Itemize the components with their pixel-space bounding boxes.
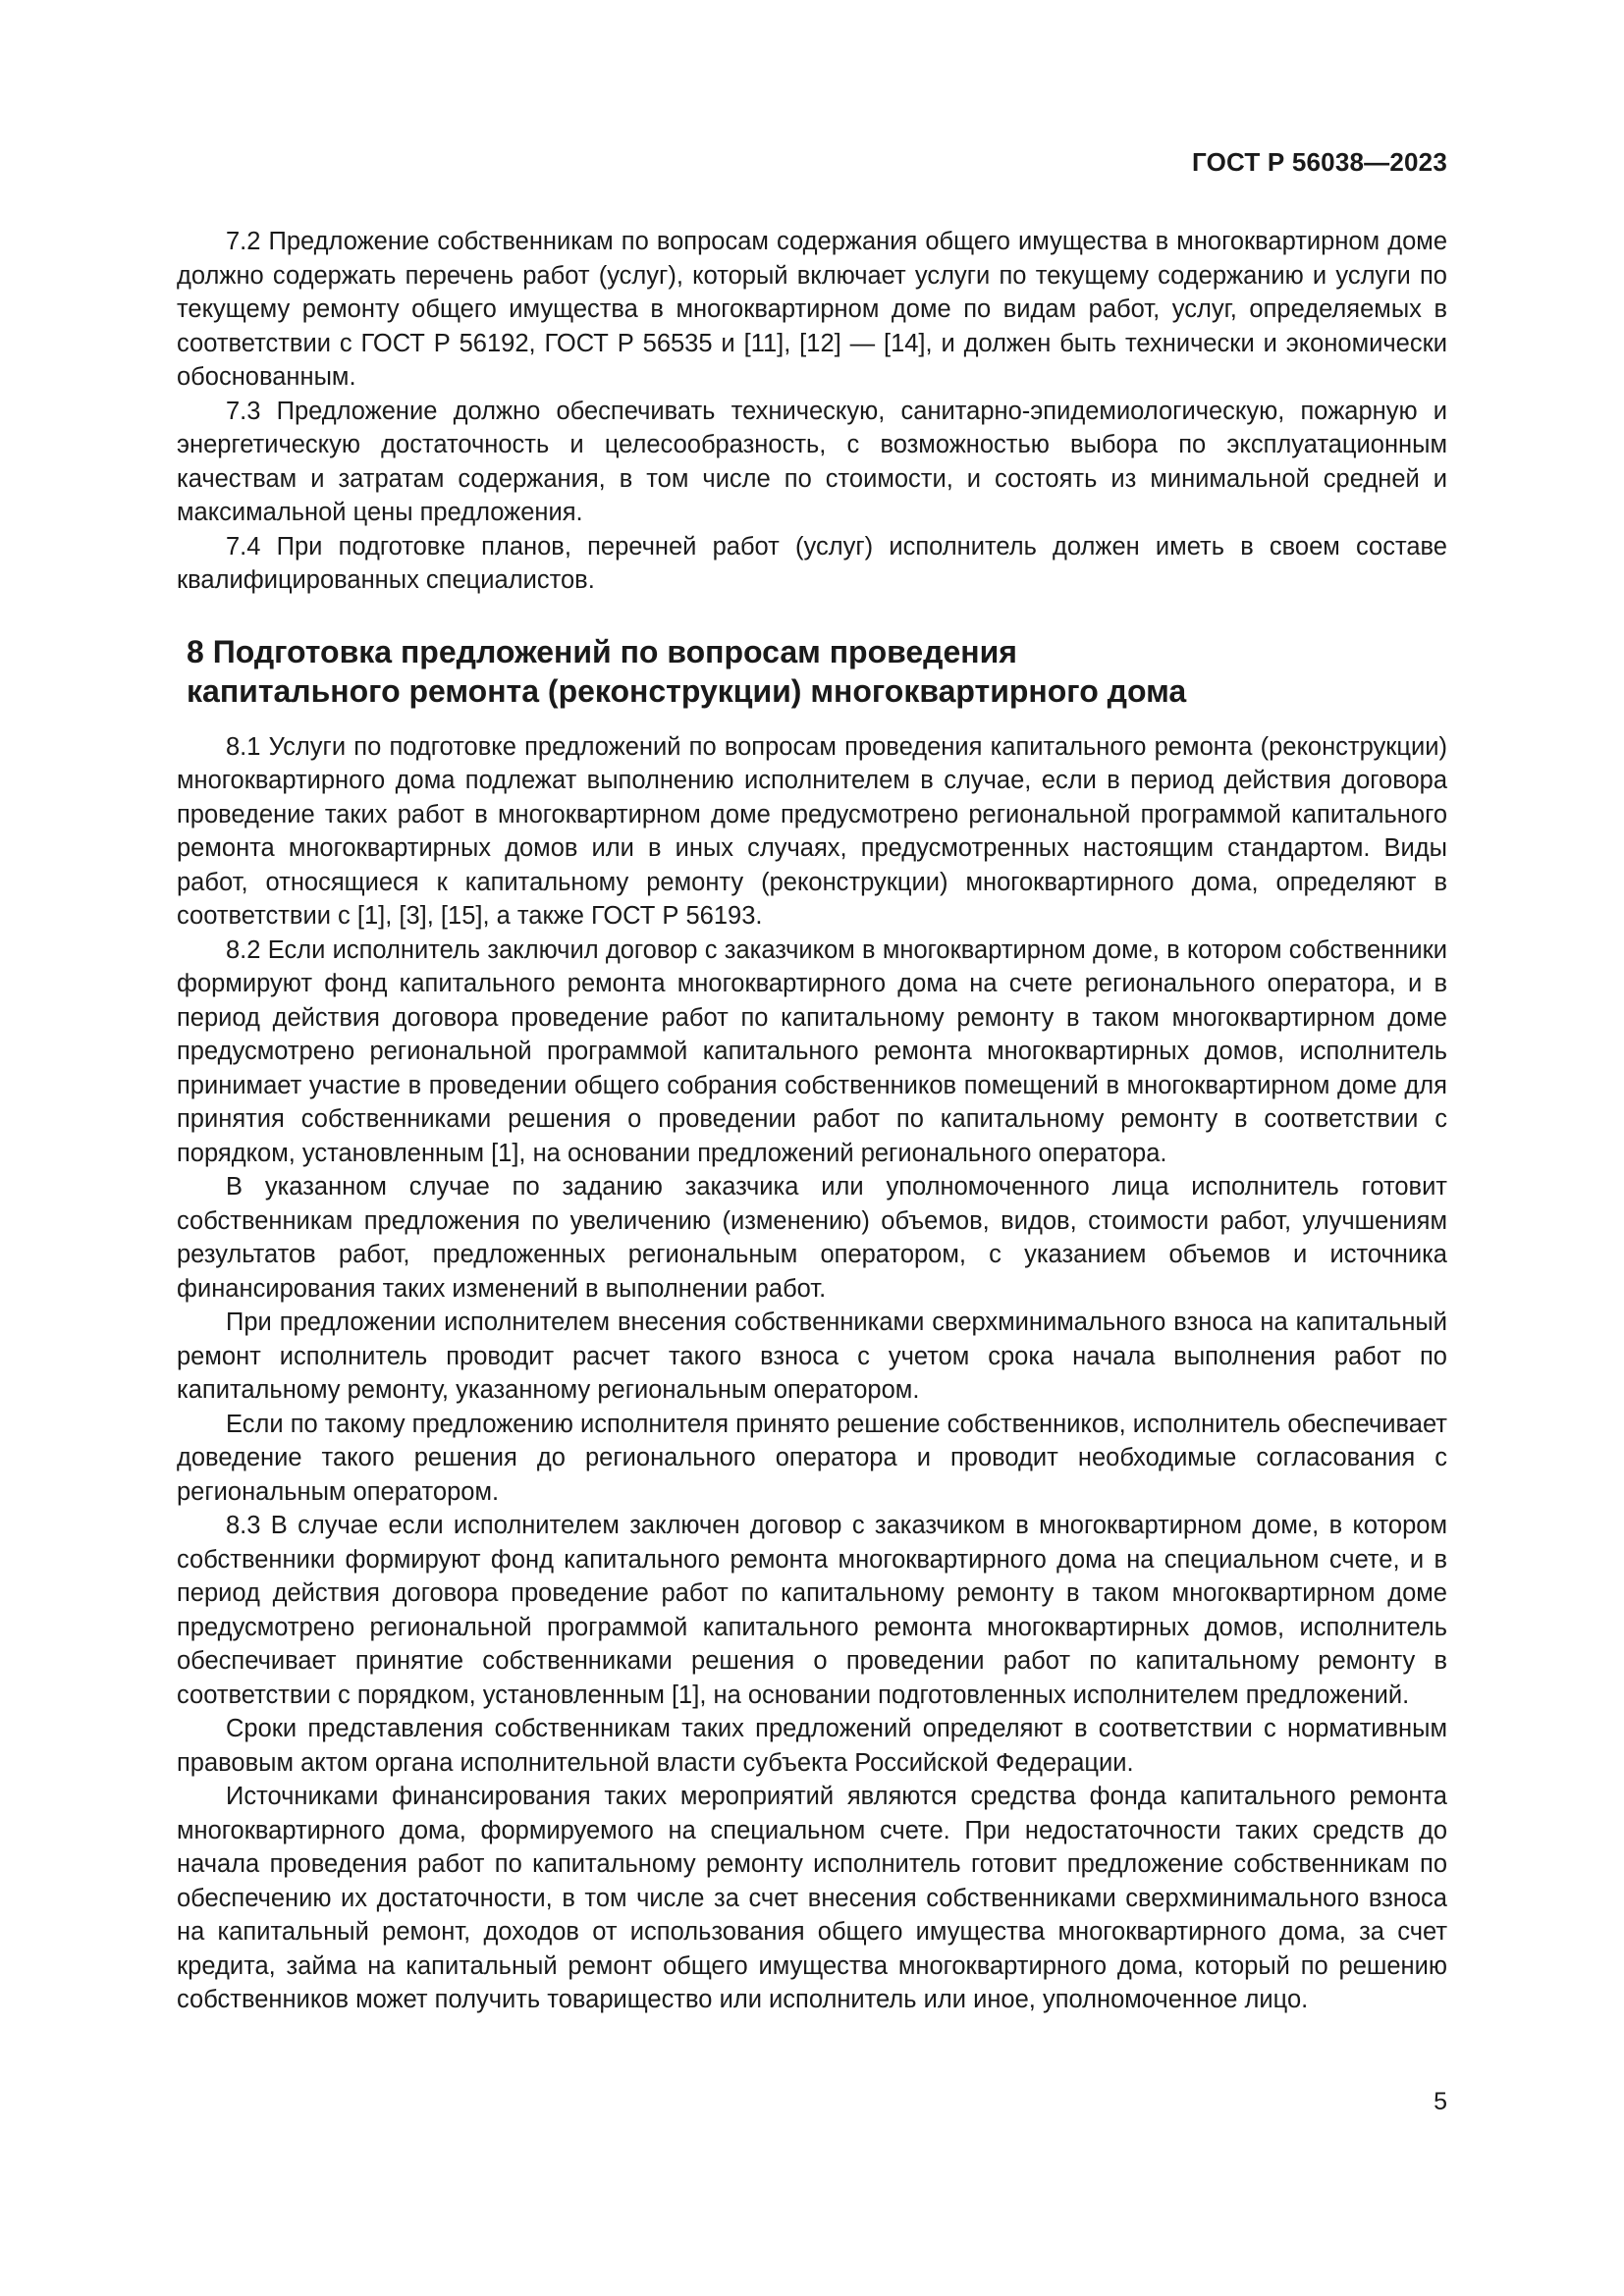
paragraph-7-3: 7.3 Предложение должно обеспечивать техническую, санитарно-эпидемиологическую, пожарную и энергетическую достаточность и целесообразность, с возможностью выбора по эксплуатационным качествам и затратам содержания, в том числе по стоимости, и состоять из минимальной средней и максимальной цены предложения. bbox=[177, 397, 1447, 526]
paragraph-8-2-b: При предложении исполнителем внесения собственниками сверхминимального взноса на капитальный ремонт исполнитель проводит расчет такого взноса с учетом срока начала выполнения работ по капитальному ремонту, указанному региональным оператором. bbox=[177, 1308, 1447, 1404]
document-code: ГОСТ Р 56038—2023 bbox=[1192, 147, 1447, 177]
paragraph-8-3-a: Сроки представления собственникам таких предложений определяют в соответствии с нормативным правовым актом органа исполнительной власти субъекта Российской Федерации. bbox=[177, 1715, 1447, 1777]
paragraph-8-1: 8.1 Услуги по подготовке предложений по вопросам проведения капитального ремонта (реконструкции) многоквартирного дома подлежат выполнению исполнителем в случае, если в период действия договора проведение таких работ в многоквартирном доме предусмотрено региональной программой капитального ремонта многоквартирных домов или в иных случаях, предусмотренных настоящим стандартом. Виды работ, относящиеся к капитальному ремонту (реконструкции) многоквартирного дома, определяют в соответствии с [1], [3], [15], а также ГОСТ Р 56193. bbox=[177, 732, 1447, 930]
paragraph-8-3: 8.3 В случае если исполнителем заключен договор с заказчиком в многоквартирном доме, в котором собственники формируют фонд капитального ремонта многоквартирного дома на специальном счете, и в период действия договора проведение работ по капитальному ремонту в таком многоквартирном доме предусмотрено региональной программой капитального ремонта многоквартирных домов, исполнитель обеспечивает принятие собственниками решения о проведении работ по капитальному ремонту в соответствии с порядком, установленным [1], на основании подготовленных исполнителем предложений. bbox=[177, 1512, 1447, 1709]
paragraph-8-2-c: Если по такому предложению исполнителя принято решение собственников, исполнитель обеспечивает доведение такого решения до регионального оператора и проводит необходимые согласования с региональным оператором. bbox=[177, 1410, 1447, 1506]
paragraph-7-4: 7.4 При подготовке планов, перечней работ (услуг) исполнитель должен иметь в своем составе квалифицированных специалистов. bbox=[177, 532, 1447, 594]
section-8-title-line-2: капитального ремонта (реконструкции) многоквартирного дома bbox=[187, 672, 1187, 709]
paragraph-8-2: 8.2 Если исполнитель заключил договор с заказчиком в многоквартирном доме, в котором собственники формируют фонд капитального ремонта многоквартирного дома на счете регионального оператора, и в период действия договора проведение работ по капитальному ремонту в таком многоквартирном доме предусмотрено региональной программой капитального ремонта многоквартирных домов, исполнитель принимает участие в проведении общего собрания собственников помещений в многоквартирном доме для принятия собственниками решения о проведении работ по капитальному ремонту в соответствии с порядком, установленным [1], на основании предложений регионального оператора. bbox=[177, 935, 1447, 1167]
section-8-title-line-1: 8 Подготовка предложений по вопросам проведения bbox=[187, 633, 1017, 669]
paragraph-8-3-b: Источниками финансирования таких мероприятий являются средства фонда капитального ремонта многоквартирного дома, формируемого на специальном счете. При недостаточности таких средств до начала проведения работ по капитальному ремонту исполнитель готовит предложение собственникам по обеспечению их достаточности, в том числе за счет внесения собственниками сверхминимального взноса на капитальный ремонт, доходов от использования общего имущества многоквартирного дома, за счет кредита, займа на капитальный ремонт общего имущества многоквартирного дома, который по решению собственников может получить товарищество или исполнитель или иное, уполномоченное лицо. bbox=[177, 1783, 1447, 2013]
document-body bbox=[177, 225, 1447, 2017]
section-8-title bbox=[177, 632, 1447, 711]
paragraph-7-2: 7.2 Предложение собственникам по вопросам содержания общего имущества в многоквартирном доме должно содержать перечень работ (услуг), который включает услуги по текущему содержанию и услуги по текущему ремонту общего имущества в многоквартирном доме по видам работ, услуг, определяемых в соответствии с ГОСТ Р 56192, ГОСТ Р 56535 и [11], [12] — [14], и должен быть технически и экономически обоснованным. bbox=[177, 228, 1447, 391]
paragraph-8-2-a: В указанном случае по заданию заказчика или уполномоченного лица исполнитель готовит собственникам предложения по увеличению (изменению) объемов, видов, стоимости работ, улучшениям результатов работ, предложенных региональным оператором, с указанием объемов и источника финансирования таких изменений в выполнении работ. bbox=[177, 1173, 1447, 1303]
page-number: 5 bbox=[1434, 2088, 1447, 2115]
